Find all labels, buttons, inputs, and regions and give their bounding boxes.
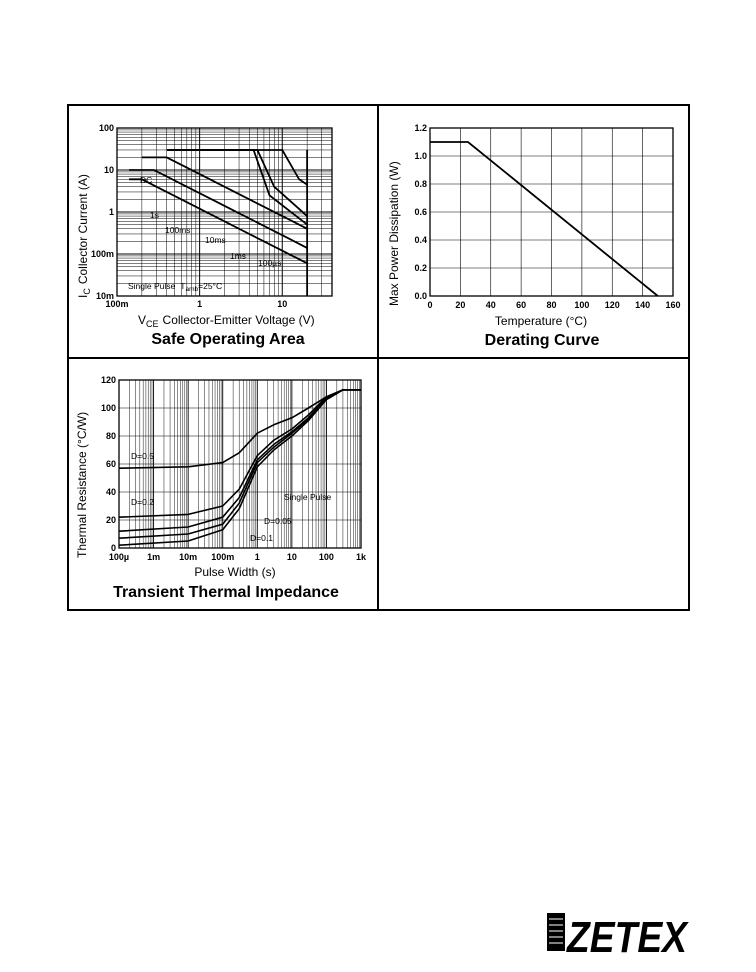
derating-title: Derating Curve bbox=[484, 332, 600, 349]
derating-x-tick-label: 0 bbox=[427, 300, 433, 310]
thermal-x-tick-label: 10m bbox=[179, 552, 198, 562]
thermal-x-tick-label: 1k bbox=[355, 552, 367, 562]
thermal-label-d02: D=0.2 bbox=[131, 497, 154, 507]
soa-label-dc: DC bbox=[140, 175, 153, 185]
soa-x-tick-label: 1 bbox=[197, 299, 203, 309]
thermal-ylabel: Thermal Resistance (°C/W) bbox=[75, 411, 89, 558]
thermal-y-tick-label: 80 bbox=[105, 431, 116, 441]
logo-wordmark: ZETEX bbox=[565, 913, 690, 962]
derating-y-tick-label: 1.2 bbox=[414, 123, 427, 133]
thermal-x-tick-label: 100µ bbox=[108, 552, 130, 562]
thermal-x-tick-label: 10 bbox=[286, 552, 297, 562]
soa-series-line bbox=[167, 150, 307, 216]
thermal-label-d01: D=0.1 bbox=[250, 533, 273, 543]
derating-x-tick-label: 40 bbox=[485, 300, 496, 310]
derating-x-tick-label: 160 bbox=[665, 300, 681, 310]
soa-y-tick-label: 10m bbox=[95, 291, 114, 301]
derating-y-tick-label: 0.4 bbox=[414, 235, 427, 245]
thermal-y-tick-label: 120 bbox=[100, 375, 116, 385]
derating-x-tick-label: 100 bbox=[574, 300, 590, 310]
soa-y-tick-label: 100m bbox=[90, 249, 114, 259]
derating-ylabel: Max Power Dissipation (W) bbox=[387, 161, 401, 306]
thermal-impedance-chart bbox=[75, 375, 367, 601]
derating-y-tick-label: 0.6 bbox=[414, 207, 427, 217]
soa-y-tick-label: 10 bbox=[103, 165, 114, 175]
derating-grid bbox=[430, 128, 673, 296]
logo-mark-icon bbox=[547, 913, 565, 951]
soa-x-tick-label: 10 bbox=[277, 299, 288, 309]
derating-x-tick-label: 60 bbox=[516, 300, 527, 310]
thermal-label-d005: D=0.05 bbox=[264, 516, 292, 526]
soa-label-10ms: 10ms bbox=[205, 235, 226, 245]
derating-y-tick-label: 0.2 bbox=[414, 263, 427, 273]
derating-y-tick-label: 1.0 bbox=[414, 151, 427, 161]
soa-y-tick-label: 1 bbox=[108, 207, 114, 217]
thermal-y-tick-label: 100 bbox=[100, 403, 116, 413]
derating-y-tick-label: 0.0 bbox=[414, 291, 427, 301]
thermal-title: Transient Thermal Impedance bbox=[113, 584, 339, 601]
soa-ylabel: $I_CCollector$ Current (A) bbox=[76, 174, 92, 298]
soa-y-tick-label: 100 bbox=[98, 123, 114, 133]
derating-x-tick-label: 120 bbox=[604, 300, 620, 310]
derating-x-tick-label: 80 bbox=[546, 300, 557, 310]
thermal-x-tick-label: 1 bbox=[254, 552, 260, 562]
derating-series-group bbox=[430, 142, 658, 296]
soa-label-1ms: 1ms bbox=[230, 251, 247, 261]
derating-x-tick-label: 20 bbox=[455, 300, 466, 310]
thermal-y-tick-label: 0 bbox=[110, 543, 116, 553]
derating-y-tick-label: 0.8 bbox=[414, 179, 427, 189]
soa-label-1s: 1s bbox=[150, 210, 159, 220]
soa-annotation: Single Pulse $T_{amb}=25^\circ C$ bbox=[128, 281, 223, 293]
thermal-x-tick-label: 100m bbox=[211, 552, 235, 562]
derating-series-line bbox=[430, 142, 658, 296]
soa-label-100ms: 100ms bbox=[165, 225, 191, 235]
thermal-label-single: Single Pulse bbox=[284, 492, 332, 502]
thermal-xlabel: Pulse Width (s) bbox=[194, 565, 276, 579]
zetex-logo bbox=[545, 905, 690, 960]
thermal-y-tick-label: 20 bbox=[105, 515, 116, 525]
thermal-grid bbox=[119, 380, 361, 548]
thermal-label-d05: D=0.5 bbox=[131, 451, 154, 461]
thermal-x-tick-label: 1m bbox=[147, 552, 161, 562]
soa-chart bbox=[76, 123, 332, 348]
soa-xlabel: $V_{CE}$ Collector-Emitter Voltage (V) bbox=[138, 313, 315, 329]
thermal-x-tick-label: 100 bbox=[318, 552, 334, 562]
thermal-y-tick-label: 60 bbox=[105, 459, 116, 469]
soa-x-tick-label: 100m bbox=[105, 299, 129, 309]
derating-chart bbox=[387, 123, 681, 349]
thermal-y-tick-label: 40 bbox=[105, 487, 116, 497]
derating-xlabel: Temperature (°C) bbox=[494, 314, 588, 328]
derating-x-tick-label: 140 bbox=[635, 300, 651, 310]
soa-title: Safe Operating Area bbox=[151, 331, 305, 348]
soa-label-100us: 100µs bbox=[258, 258, 282, 268]
